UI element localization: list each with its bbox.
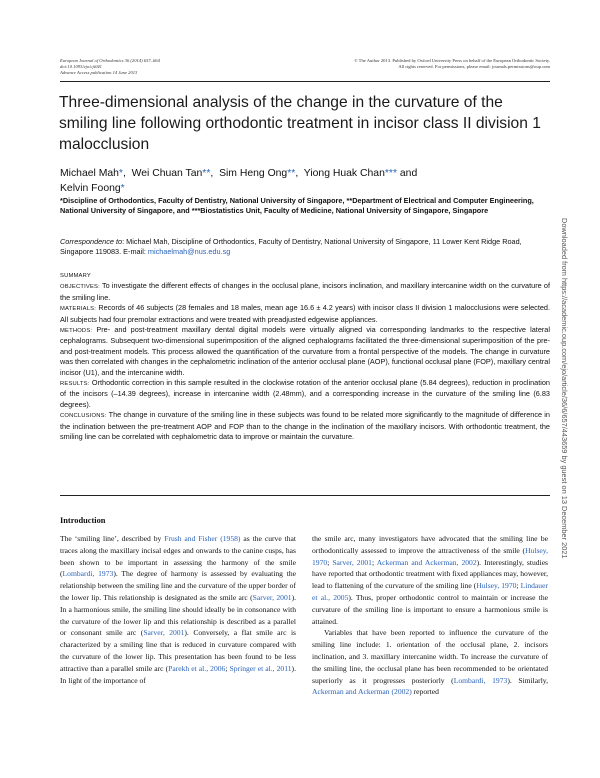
body-text: ; — [516, 581, 521, 591]
author-list: Michael Mah*, Wei Chuan Tan**, Sim Heng Ong**, Yiong Huak Chan*** and Kelvin Foong* — [60, 168, 418, 194]
body-text: ). The degree of harmony is assessed by evaluating the relationship between the smiling line and the curvature of the upper border of the lower lip. This relationship is designated as the smile arc ( — [60, 569, 296, 602]
body-text: ). Similarly, — [507, 675, 549, 685]
body-text: the smile arc, many investigators have advocated that the smiling line be orthodontically assessed to improve the attractiveness of the smile ( — [312, 534, 548, 555]
advance-access-date: Advance Access publication 14 June 2013 — [60, 70, 138, 76]
body-text: ). In light of the importance of — [60, 663, 296, 685]
doi: doi:10.1093/ejo/cjt041 — [60, 64, 102, 70]
body-text: The ‘smiling line’, described by — [60, 534, 165, 543]
citation-link[interactable]: Lombardi, 1973 — [453, 675, 508, 685]
author-name: Michael Mah — [60, 168, 119, 179]
objectives-text: To investigate the different effects of changes in the occlusal plane, incisors inclination, and maxillary intercanine width on the curvature of the smiling line. — [60, 281, 550, 302]
header-rule — [60, 81, 550, 82]
journal-citation: European Journal of Orthodontics 36 (2014) 657–664 — [60, 58, 160, 63]
body-text: as the curve that traces along the maxillary incisal edges and onwards to the canine cusps, has been shown to be important in assessing the harmony of the smile ( — [60, 534, 296, 579]
citation-link[interactable]: Ackerman and Ackerman (2002) — [312, 687, 412, 697]
copyright-line: © The Author 2013. Published by Oxford University Press on behalf of the European Orthodontic Society. — [354, 58, 550, 63]
article-title: Three-dimensional analysis of the change in the curvature of the smiling line following orthodontic treatment in incisor class II division 1 malocclusion — [59, 94, 541, 153]
permissions-line: All rights reserved. For permissions, please email: journals.permissions@oup.com — [398, 64, 550, 70]
author-name: Sim Heng Ong — [219, 168, 288, 179]
correspondence — [60, 237, 550, 258]
copyright-notice — [268, 58, 550, 70]
summary-label: SUMMARY — [60, 273, 91, 279]
abstract-conclusions — [60, 410, 550, 442]
citation-link[interactable]: Sarver, 2001 — [143, 628, 185, 638]
body-text: ; — [371, 557, 377, 567]
citation-link[interactable]: Hulsey, 1970 — [476, 581, 517, 591]
abstract-results — [60, 378, 550, 410]
conclusions-label: CONCLUSIONS: — [60, 413, 107, 420]
citation-link[interactable]: Hulsey, 1970 — [312, 545, 548, 567]
citation-link[interactable]: Sarver, 2001 — [252, 592, 292, 602]
body-text: Variables that have been reported to influence the curvature of the smiling line include: 1. orientation of the occlusal plane, 2. incisors inclination, and 3. maxillary intercanine width. To increase the curvature of the smiling line, the occlusal plane has been recommended to be orientated superiorly as it progresses posteriorly ( — [312, 628, 548, 685]
citation-link[interactable]: Frush and Fisher (1958) — [164, 534, 241, 543]
body-column-left — [60, 533, 296, 686]
abstract-methods — [60, 325, 550, 378]
citation-link[interactable]: Sarver, 2001 — [332, 557, 372, 567]
citation-link[interactable]: Ackerman and Ackerman, 2002 — [376, 557, 477, 567]
body-paragraph — [312, 533, 548, 627]
affiliation-mark[interactable]: * — [118, 168, 123, 179]
body-text: ; — [327, 557, 333, 567]
citation-link[interactable]: Lindauer et al., 2005 — [312, 581, 548, 602]
author-and: and — [399, 168, 418, 179]
body-paragraph — [60, 533, 296, 686]
methods-label: METHODS: — [60, 328, 93, 335]
correspondence-text: : Michael Mah, Discipline of Orthodontics, Faculty of Dentistry, National University of Singapore, 11 Lower Kent Ridge Road, Singapore 119083. E-mail: — [60, 237, 522, 257]
body-text: ). Interestingly, studies have reported that orthodontic treatment with fixed appliances may, however, lead to flattening of the curvature of the smiling line ( — [312, 557, 549, 591]
affiliation-mark[interactable]: * — [120, 183, 125, 194]
body-text: ). In a harmonious smile, the smiling line should ideally be in consonance with the curvature of the lower lip and this relationship is described as a parallel or consonant smile arc ( — [60, 592, 297, 638]
body-text: ). Conversely, a flat smile arc is characterized by a smiling line that is reduced in curvature compared with the curvature of the lower lip. This presentation has been found to be less attractive than a parallel smile arc ( — [60, 628, 297, 673]
citation-link[interactable]: Springer et al., 2011 — [229, 663, 292, 673]
email-link[interactable]: michaelmah@nus.edu.sg — [147, 247, 231, 257]
body-text: ; — [225, 663, 230, 673]
materials-label: MATERIALS: — [60, 306, 97, 313]
download-watermark: Downloaded from https://academic.oup.com/ejo/article/36/6/657/443659 by guest on 13 December 2021 — [560, 218, 569, 559]
materials-text: Records of 46 subjects (28 females and 18 males, mean age 16.6 ± 4.2 years) with incisor class II division 1 malocclusions were selected. All subjects had four premolar extractions and were treated with preadjusted edgewise appliances. — [60, 303, 550, 324]
objectives-label: OBJECTIVES: — [60, 284, 100, 291]
body-text: ). Thus, proper orthodontic control to maintain or increase the curvature of the smiling line is important to ensure a harmonious smile is attained. — [312, 592, 548, 626]
affiliation-mark[interactable]: *** — [384, 168, 397, 179]
citation-link[interactable]: Lombardi, 1973 — [62, 569, 114, 579]
author-name: Kelvin Foong — [60, 183, 121, 194]
abstract-rule — [60, 495, 550, 496]
body-text: reported — [411, 687, 439, 697]
conclusions-text: The change in curvature of the smiling line in these subjects was found to be related more significantly to the magnitude of difference in the inclination between the pre-treatment AOP and FOP than to the change in the inclination of the maxillary incisors. With orthodontic treatment, the smiling line can be correlated with cephalometric data to improve or maintain the curvature. — [60, 410, 550, 442]
journal-metadata — [60, 58, 160, 77]
affiliations: *Discipline of Orthodontics, Faculty of Dentistry, National University of Singapore, **Department of Electrical and Computer Engineering, National University of Singapore, and ***Biostatistics Unit, Faculty of Medicine, National University of Singapore, Singapore — [60, 196, 534, 216]
results-text: Orthodontic correction in this sample resulted in the clockwise rotation of the anterior occlusal plane (5.84 degrees), reduction in proclination of the incisors (–14.39 degrees), increase in intercanine width (2.48mm), and a corresponding increase in the curvature of the smiling line (6.83 degrees). — [60, 378, 550, 409]
body-column-right — [312, 533, 548, 698]
abstract-objectives — [60, 281, 550, 303]
section-heading: Introduction — [60, 516, 106, 525]
results-label: RESULTS: — [60, 381, 90, 388]
correspondence-label: Correspondence to — [60, 237, 123, 246]
body-paragraph — [312, 627, 548, 698]
abstract — [60, 270, 550, 443]
abstract-materials — [60, 303, 550, 325]
author-name: Wei Chuan Tan — [131, 168, 203, 179]
author-name: Yiong Huak Chan — [303, 168, 385, 179]
affiliation-mark[interactable]: ** — [287, 168, 296, 179]
affiliation-mark[interactable]: ** — [202, 168, 211, 179]
methods-text: Pre- and post-treatment maxillary dental digital models were virtually aligned via corresponding landmarks to the respective lateral cephalograms. Subsequent two-dimensional superimposition of the aligned cephalograms facilitated the three-dimensional superimposition of the pre- and post-treatment models. This process allowed the quantification of the curvature from a frontal perspective of the models. The change in curvature was then correlated with changes in the cephalometric inclination of the anterior occlusal plane (AOP), functional occlusal plane (FOP), maxillary central incisor (U1), and the intercanine width. — [60, 325, 550, 377]
citation-link[interactable]: Parekh et al., 2006 — [168, 663, 226, 673]
